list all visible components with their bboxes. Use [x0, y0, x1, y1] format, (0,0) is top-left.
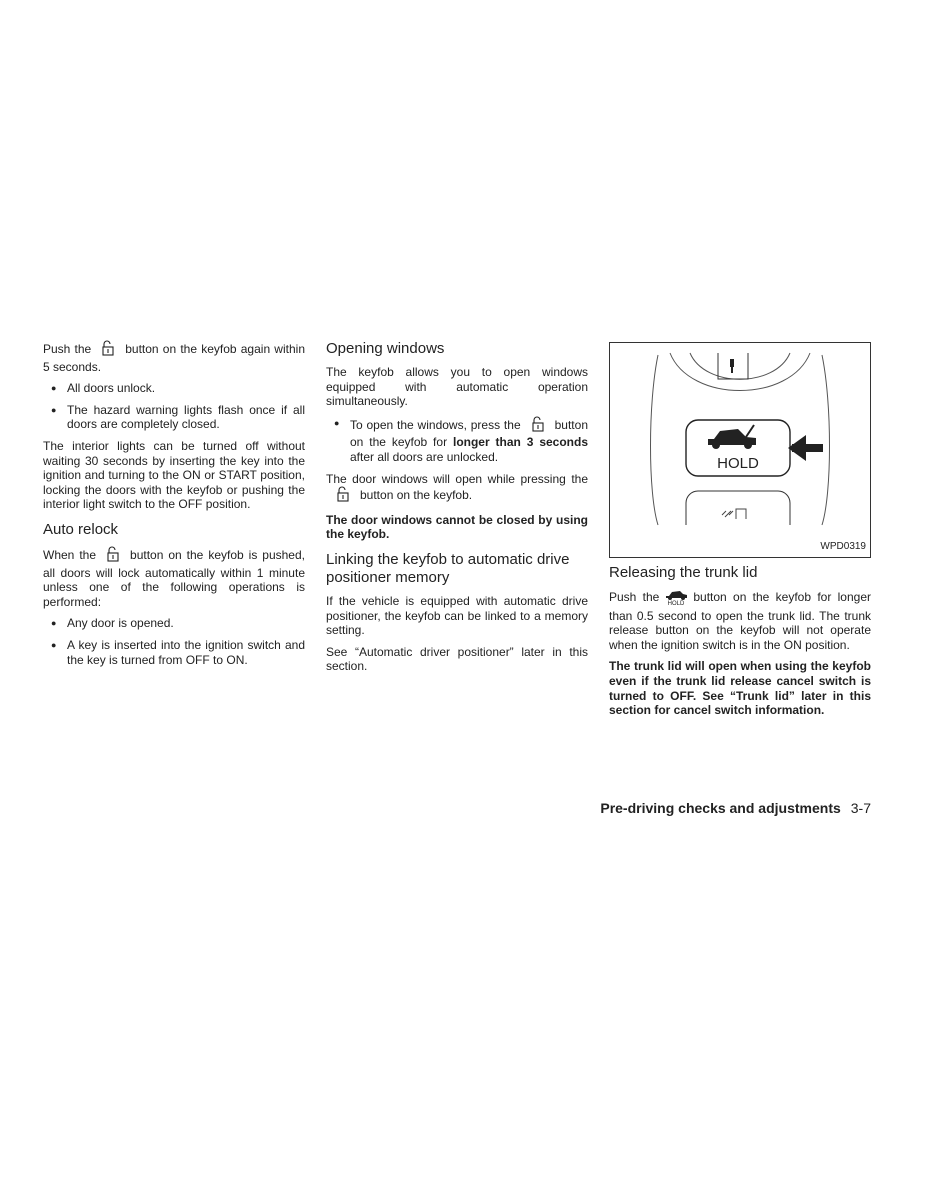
- list-item: ● The hazard warning lights flash once if all doors are completely closed.: [43, 403, 305, 432]
- bullet-list-relock: [43, 616, 305, 667]
- warning-trunk: The trunk lid will open when using the keyfob even if the trunk lid release cancel switch is turned to OFF. See “Trunk lid” later in this section for cancel switch information.: [609, 659, 871, 718]
- figure-code: WPD0319: [820, 541, 866, 553]
- list-item: ● A key is inserted into the ignition switch and the key is turned from OFF to ON.: [43, 638, 305, 667]
- bullet-list-unlock: [43, 381, 305, 432]
- keyfob-illustration: [610, 343, 870, 557]
- unlock-icon: [521, 416, 555, 436]
- heading-opening-windows: Opening windows: [326, 340, 445, 357]
- page-number: 3-7: [850, 800, 871, 816]
- heading-linking-keyfob: Linking the keyfob to automatic drive positioner memory: [326, 550, 570, 586]
- column-right: [609, 342, 871, 725]
- trunk-hold-icon: [659, 589, 693, 609]
- column-middle: [326, 340, 588, 681]
- heading-auto-relock: Auto relock: [43, 520, 119, 538]
- paragraph-see-positioner: See “Automatic driver positioner” later in this section.: [326, 644, 588, 674]
- paragraph-windows-open: The door windows will open while pressing thebutton on the keyfob.: [326, 472, 588, 506]
- keyfob-figure: [609, 342, 871, 558]
- page-footer: [600, 800, 871, 816]
- paragraph-auto-relock: When the button on the keyfob is pushed, all doors will lock automatically within 1 minute unless one of the following operations is performed:: [43, 547, 305, 609]
- paragraph-linking: If the vehicle is equipped with automatic drive positioner, the keyfob can be linked to a memory setting.: [326, 593, 588, 638]
- unlock-icon: [96, 546, 130, 566]
- paragraph-push-unlock: Push the button on the keyfob again within 5 seconds.: [43, 342, 305, 374]
- unlock-icon: [326, 486, 360, 506]
- paragraph-trunk-release: Push the HOLD button on the keyfob for longer than 0.5 second to open the trunk lid. The trunk release button on the keyfob will not operate when the ignition switch is in the ON position.: [609, 590, 871, 652]
- bullet-list-windows: [326, 416, 588, 465]
- paragraph-keyfob-windows: The keyfob allows you to open windows equipped with automatic operation simultaneously.: [326, 365, 588, 409]
- warning-windows: The door windows cannot be closed by using the keyfob.: [326, 512, 588, 542]
- list-item: ● All doors unlock.: [43, 381, 305, 396]
- hold-label: HOLD: [717, 455, 759, 472]
- svg-text:HOLD: HOLD: [668, 601, 685, 605]
- list-item: ● Any door is opened.: [43, 616, 305, 631]
- section-title: Pre-driving checks and adjustments: [600, 800, 841, 816]
- paragraph-interior-lights: The interior lights can be turned off without waiting 30 seconds by inserting the key into the ignition and turning to the ON or START position, locking the doors with the keyfob or pushing the interior light switch to the OFF position.: [43, 438, 305, 512]
- column-left: [43, 340, 305, 674]
- heading-releasing-trunk: Releasing the trunk lid: [609, 564, 758, 581]
- list-item: ● To open the windows, press the button on the keyfob for longer than 3 seconds after all doors are unlocked.: [326, 416, 588, 465]
- unlock-icon: [91, 340, 125, 360]
